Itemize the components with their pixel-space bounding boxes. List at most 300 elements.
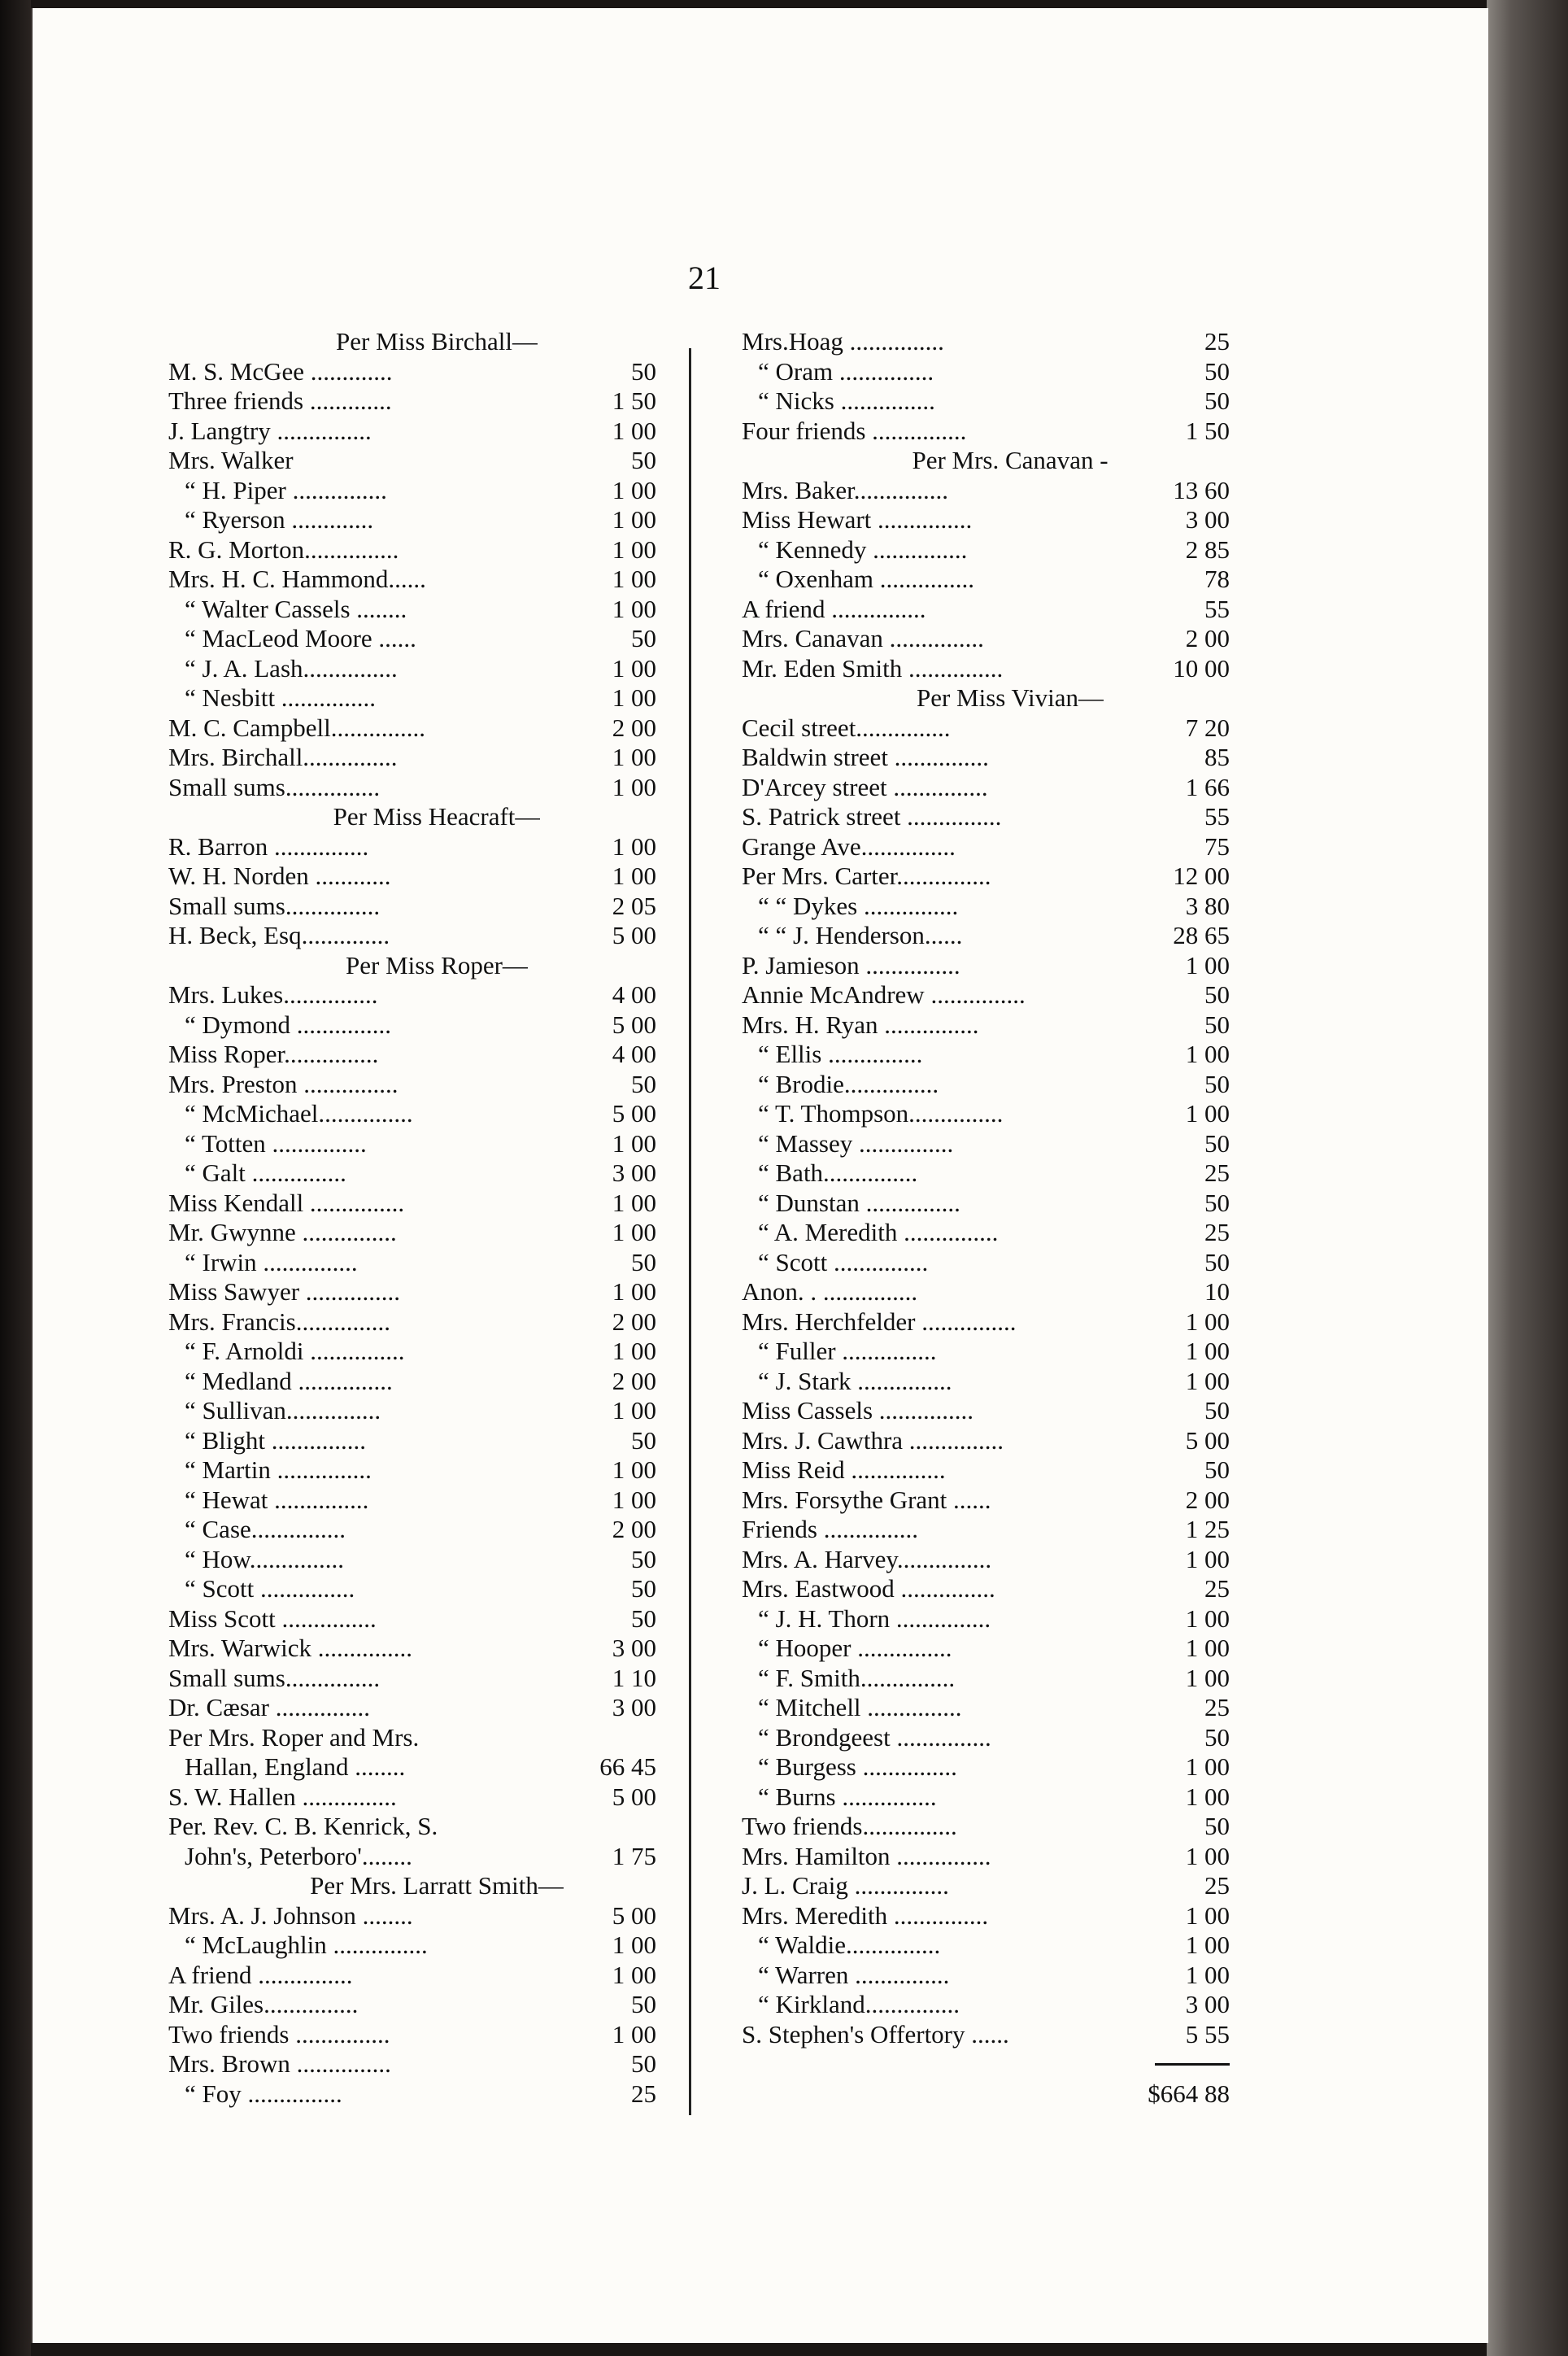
entry-name: “ Burns ............... bbox=[758, 1782, 937, 1811]
entry-name: Friends ............... bbox=[742, 1515, 918, 1543]
ledger-entry bbox=[168, 1782, 656, 1813]
entry-amount: 1 00 bbox=[612, 862, 656, 890]
entry-amount: 1 00 bbox=[1185, 1634, 1230, 1662]
grand-total: $664 88 bbox=[1148, 2079, 1230, 2108]
ledger-entry bbox=[168, 892, 656, 922]
entry-name: Miss Kendall ............... bbox=[168, 1188, 405, 1217]
ledger-entry bbox=[742, 1337, 1230, 1367]
entry-name: “ Foy ............... bbox=[185, 2079, 342, 2108]
entry-name: Mrs. Walker bbox=[168, 446, 294, 474]
entry-amount: 1 00 bbox=[612, 831, 656, 861]
entry-name: “ Brondgeest ............... bbox=[758, 1722, 991, 1752]
entry-amount: 1 00 bbox=[1185, 1544, 1230, 1573]
section-heading bbox=[168, 327, 656, 357]
section-heading-text: Per Miss Birchall— bbox=[336, 327, 538, 356]
entry-name: Mr. Eden Smith ............... bbox=[742, 653, 1004, 683]
ledger-entry bbox=[742, 1901, 1230, 1931]
ledger-entry bbox=[742, 1782, 1230, 1813]
entry-name: Mrs. Forsythe Grant ...... bbox=[742, 1485, 991, 1514]
entry-amount: 3 80 bbox=[1185, 891, 1230, 920]
ledger-entry bbox=[168, 1307, 656, 1337]
ledger-entry bbox=[168, 1367, 656, 1397]
ledger-entry bbox=[168, 476, 656, 506]
entry-name: “ Hewat ............... bbox=[185, 1485, 369, 1514]
entry-name: “ Walter Cassels ........ bbox=[185, 594, 407, 623]
entry-amount: 1 00 bbox=[1185, 1337, 1230, 1365]
entry-amount: 5 00 bbox=[1185, 1425, 1230, 1455]
entry-name: “ J. A. Lash............... bbox=[185, 653, 398, 683]
entry-name: “ Case............... bbox=[185, 1515, 346, 1543]
entry-amount: 1 00 bbox=[1185, 1960, 1230, 1989]
entry-amount: 4 00 bbox=[612, 980, 656, 1009]
entry-amount: 25 bbox=[1204, 327, 1230, 356]
ledger-entry bbox=[742, 1634, 1230, 1664]
ledger-entry bbox=[742, 921, 1230, 951]
entry-amount: 1 00 bbox=[612, 1485, 656, 1514]
entry-amount: 1 00 bbox=[1185, 1366, 1230, 1395]
ledger-entry bbox=[168, 713, 656, 744]
ledger-entry bbox=[168, 862, 656, 892]
entry-amount: 50 bbox=[631, 1069, 656, 1098]
book-spine-shadow bbox=[0, 0, 31, 2356]
entry-amount: 2 00 bbox=[1185, 624, 1230, 652]
entry-name: “ McMichael............... bbox=[185, 1099, 413, 1128]
entry-amount: 50 bbox=[1204, 1247, 1230, 1276]
entry-amount: 1 00 bbox=[612, 772, 656, 801]
ledger-entry bbox=[742, 1961, 1230, 1991]
entry-name: “ Warren ............... bbox=[758, 1960, 950, 1989]
entry-amount: 1 00 bbox=[1185, 1307, 1230, 1336]
column-divider bbox=[689, 348, 691, 2115]
entry-name: Per. Rev. C. B. Kenrick, S. bbox=[168, 1812, 438, 1840]
ledger-entry bbox=[742, 386, 1230, 417]
ledger-entry bbox=[742, 1396, 1230, 1426]
entry-amount: 1 00 bbox=[612, 1277, 656, 1306]
entry-amount: 1 00 bbox=[612, 1931, 656, 1959]
entry-amount: 4 00 bbox=[612, 1040, 656, 1068]
entry-name: Mrs. Birchall............... bbox=[168, 743, 398, 771]
entry-amount: 50 bbox=[631, 1574, 656, 1603]
entry-amount: 1 00 bbox=[1185, 1752, 1230, 1781]
entry-amount: 25 bbox=[1204, 1693, 1230, 1721]
entry-amount: 25 bbox=[1204, 1218, 1230, 1246]
entry-name: “ F. Smith............... bbox=[758, 1663, 956, 1692]
entry-name: “ MacLeod Moore ...... bbox=[185, 624, 416, 652]
ledger-entry bbox=[168, 1515, 656, 1545]
ledger-entry bbox=[168, 980, 656, 1010]
entry-name: Grange Ave............... bbox=[742, 831, 956, 861]
entry-amount: 50 bbox=[1204, 1010, 1230, 1039]
section-heading bbox=[742, 683, 1230, 713]
ledger-entry bbox=[168, 1812, 656, 1842]
ledger-entry bbox=[742, 1545, 1230, 1575]
total-rule bbox=[742, 2049, 1230, 2079]
left-column bbox=[168, 327, 656, 2109]
ledger-entry bbox=[742, 980, 1230, 1010]
entry-amount: 3 00 bbox=[1185, 505, 1230, 534]
entry-name: P. Jamieson ............... bbox=[742, 950, 960, 979]
entry-name: “ Waldie............... bbox=[758, 1931, 941, 1959]
ledger-entry bbox=[168, 1248, 656, 1278]
entry-name: “ J. H. Thorn ............... bbox=[758, 1603, 991, 1633]
ledger-entry bbox=[168, 1752, 656, 1782]
ledger-entry bbox=[168, 2049, 656, 2079]
entry-amount: 2 00 bbox=[612, 1366, 656, 1395]
ledger-entry bbox=[168, 535, 656, 565]
entry-name: Per Mrs. Carter............... bbox=[742, 862, 991, 890]
entry-amount: 1 00 bbox=[612, 1396, 656, 1425]
ledger-entry bbox=[168, 1486, 656, 1516]
entry-name: “ Totten ............... bbox=[185, 1128, 367, 1158]
ledger-entry bbox=[742, 1426, 1230, 1456]
entry-amount: 5 00 bbox=[612, 1782, 656, 1811]
entry-amount: 1 00 bbox=[1185, 1603, 1230, 1633]
ledger-entry bbox=[168, 417, 656, 447]
entry-name: “ Ellis ............... bbox=[758, 1040, 923, 1068]
ledger-entry bbox=[742, 1574, 1230, 1604]
entry-name: Four friends ............... bbox=[742, 416, 967, 445]
ledger-entry bbox=[742, 1277, 1230, 1307]
entry-amount: 3 00 bbox=[612, 1693, 656, 1721]
ledger-entry bbox=[168, 1574, 656, 1604]
entry-name: Mrs. A. Harvey............... bbox=[742, 1544, 992, 1573]
entry-name: “ Burgess ............... bbox=[758, 1752, 957, 1781]
entry-name: “ Brodie............... bbox=[758, 1069, 939, 1098]
entry-amount: 10 bbox=[1204, 1277, 1230, 1306]
entry-name: Three friends ............. bbox=[168, 386, 392, 415]
entry-name: Baldwin street ............... bbox=[742, 743, 989, 771]
entry-name: “ A. Meredith ............... bbox=[758, 1218, 999, 1246]
entry-name: Hallan, England ........ bbox=[185, 1752, 406, 1781]
ledger-entry bbox=[168, 2079, 656, 2109]
entry-amount: 50 bbox=[631, 356, 656, 386]
entry-amount: 3 00 bbox=[612, 1158, 656, 1187]
entry-name: J. L. Craig ............... bbox=[742, 1871, 949, 1900]
ledger-entry bbox=[168, 743, 656, 773]
entry-amount: 3 00 bbox=[612, 1634, 656, 1662]
entry-amount: 50 bbox=[1204, 356, 1230, 386]
entry-amount: 1 00 bbox=[612, 1188, 656, 1217]
entry-name: W. H. Norden ............ bbox=[168, 862, 391, 890]
entry-name: “ “ Dykes ............... bbox=[758, 891, 959, 920]
entry-amount: 50 bbox=[1204, 1722, 1230, 1752]
entry-amount: 1 00 bbox=[1185, 1040, 1230, 1068]
ledger-entry bbox=[168, 1990, 656, 2020]
ledger-entry bbox=[742, 1871, 1230, 1901]
entry-amount: 13 60 bbox=[1173, 475, 1230, 504]
entry-amount: 2 00 bbox=[612, 713, 656, 742]
ledger-entry bbox=[742, 862, 1230, 892]
entry-name: Miss Reid ............... bbox=[742, 1455, 946, 1484]
entry-name: “ Massey ............... bbox=[758, 1128, 954, 1158]
entry-name: Mrs. A. J. Johnson ........ bbox=[168, 1900, 413, 1930]
entry-name: Mrs. H. Ryan ............... bbox=[742, 1010, 979, 1039]
ledger-entry bbox=[168, 1842, 656, 1872]
ledger-entry bbox=[742, 1455, 1230, 1486]
section-heading bbox=[168, 802, 656, 832]
entry-amount: 50 bbox=[1204, 1188, 1230, 1217]
ledger-entry bbox=[742, 357, 1230, 387]
ledger-entry bbox=[742, 1307, 1230, 1337]
ledger-entry bbox=[168, 357, 656, 387]
entry-name: Mr. Gwynne ............... bbox=[168, 1218, 397, 1246]
entry-amount: 50 bbox=[631, 624, 656, 652]
entry-name: “ F. Arnoldi ............... bbox=[185, 1337, 405, 1365]
entry-name: “ McLaughlin ............... bbox=[185, 1931, 428, 1959]
ledger-entry bbox=[168, 1218, 656, 1248]
entry-name: Mrs. Warwick ............... bbox=[168, 1634, 413, 1662]
entry-amount: 1 00 bbox=[612, 1960, 656, 1989]
entry-amount: 1 00 bbox=[612, 683, 656, 712]
entry-name: Small sums............... bbox=[168, 772, 381, 801]
entry-name: “ Sullivan............... bbox=[185, 1396, 381, 1425]
entry-name: “ T. Thompson............... bbox=[758, 1099, 1004, 1128]
entry-name: “ Scott ............... bbox=[758, 1247, 929, 1276]
entry-amount: 85 bbox=[1204, 743, 1230, 771]
ledger-entry bbox=[742, 595, 1230, 625]
entry-amount: 25 bbox=[631, 2079, 656, 2108]
ledger-entry bbox=[742, 1604, 1230, 1634]
entry-amount: 7 20 bbox=[1185, 713, 1230, 742]
section-heading bbox=[742, 446, 1230, 476]
ledger-entry bbox=[742, 832, 1230, 862]
entry-amount: 5 00 bbox=[612, 1010, 656, 1039]
ledger-entry bbox=[168, 386, 656, 417]
ledger-entry bbox=[168, 624, 656, 654]
entry-name: Two friends ............... bbox=[168, 2019, 390, 2048]
ledger-entry bbox=[742, 1515, 1230, 1545]
entry-amount: 1 00 bbox=[612, 1455, 656, 1484]
entry-name: “ H. Piper ............... bbox=[185, 475, 387, 504]
ledger-entry bbox=[168, 2020, 656, 2050]
ledger-entry bbox=[742, 802, 1230, 832]
entry-name: Anon. . ............... bbox=[742, 1277, 918, 1306]
entry-amount: 28 65 bbox=[1173, 921, 1230, 949]
entry-amount: 2 00 bbox=[612, 1515, 656, 1543]
ledger-entry bbox=[168, 921, 656, 951]
ledger-entry bbox=[168, 1723, 656, 1753]
entry-amount: 5 00 bbox=[612, 1099, 656, 1128]
entry-amount: 1 75 bbox=[612, 1841, 656, 1870]
entry-name: S. W. Hallen ............... bbox=[168, 1782, 397, 1811]
ledger-entry bbox=[168, 1129, 656, 1159]
entry-name: “ Oram ............... bbox=[758, 356, 934, 386]
ledger-entry bbox=[168, 1545, 656, 1575]
ledger-entry bbox=[168, 1099, 656, 1129]
ledger-entry bbox=[168, 1158, 656, 1189]
section-heading bbox=[168, 951, 656, 981]
section-heading bbox=[168, 1871, 656, 1901]
entry-amount: 50 bbox=[1204, 386, 1230, 415]
ledger-entry bbox=[168, 595, 656, 625]
ledger-entry bbox=[168, 683, 656, 713]
section-heading-text: Per Miss Roper— bbox=[346, 950, 528, 979]
entry-name: S. Patrick street ............... bbox=[742, 802, 1002, 831]
entry-amount: 50 bbox=[1204, 980, 1230, 1009]
entry-amount: 75 bbox=[1204, 831, 1230, 861]
entry-name: “ Fuller ............... bbox=[758, 1337, 937, 1365]
entry-name: “ J. Stark ............... bbox=[758, 1366, 952, 1395]
entry-amount: 1 00 bbox=[1185, 1663, 1230, 1692]
entry-amount: 50 bbox=[1204, 1128, 1230, 1158]
entry-amount: 2 00 bbox=[1185, 1485, 1230, 1514]
entry-amount: 12 00 bbox=[1173, 862, 1230, 890]
entry-amount: 50 bbox=[1204, 1455, 1230, 1484]
entry-name: Mrs. Herchfelder ............... bbox=[742, 1307, 1017, 1336]
entry-name: “ Ryerson ............. bbox=[185, 505, 374, 534]
ledger-entry bbox=[742, 565, 1230, 595]
ledger-entry bbox=[742, 1010, 1230, 1041]
ledger-entry bbox=[742, 1664, 1230, 1694]
entry-amount: 1 00 bbox=[612, 565, 656, 593]
ledger-entry bbox=[742, 1723, 1230, 1753]
entry-amount: 2 00 bbox=[612, 1307, 656, 1336]
entry-name: Mrs. Eastwood ............... bbox=[742, 1574, 995, 1603]
ledger-entry bbox=[742, 1070, 1230, 1100]
entry-name: “ Martin ............... bbox=[185, 1455, 372, 1484]
entry-amount: 10 00 bbox=[1173, 653, 1230, 683]
entry-amount: 55 bbox=[1204, 594, 1230, 623]
entry-amount: 1 00 bbox=[1185, 950, 1230, 979]
entry-amount: 1 00 bbox=[612, 1128, 656, 1158]
ledger-entry bbox=[742, 713, 1230, 744]
section-heading-text: Per Miss Heacraft— bbox=[333, 802, 541, 831]
entry-amount: 1 10 bbox=[612, 1663, 656, 1692]
entry-amount: 1 00 bbox=[612, 505, 656, 534]
entry-amount: 50 bbox=[631, 1247, 656, 1276]
section-heading-text: Per Mrs. Larratt Smith— bbox=[310, 1871, 564, 1900]
entry-name: Mrs. Hamilton ............... bbox=[742, 1841, 991, 1870]
entry-name: “ Galt ............... bbox=[185, 1158, 346, 1187]
entry-amount: 2 05 bbox=[612, 891, 656, 920]
ledger-entry bbox=[742, 1218, 1230, 1248]
entry-name: “ Irwin ............... bbox=[185, 1247, 358, 1276]
ledger-entry bbox=[168, 1396, 656, 1426]
entry-name: J. Langtry ............... bbox=[168, 416, 372, 445]
entry-name: Dr. Cæsar ............... bbox=[168, 1693, 370, 1721]
entry-amount: 50 bbox=[631, 1425, 656, 1455]
ledger-entry bbox=[168, 1189, 656, 1219]
entry-name: A friend ............... bbox=[742, 594, 926, 623]
entry-amount: 1 66 bbox=[1185, 772, 1230, 801]
ledger-entry bbox=[742, 1931, 1230, 1961]
ledger-entry bbox=[168, 1931, 656, 1961]
entry-name: M. C. Campbell............... bbox=[168, 713, 426, 742]
entry-name: Mrs. Canavan ............... bbox=[742, 624, 984, 652]
ledger-entry bbox=[742, 773, 1230, 803]
entry-name: H. Beck, Esq.............. bbox=[168, 921, 390, 949]
entry-amount: 5 55 bbox=[1185, 2019, 1230, 2048]
entry-name: “ Nicks ............... bbox=[758, 386, 935, 415]
entry-name: Miss Roper............... bbox=[168, 1040, 379, 1068]
entry-name: “ Kennedy ............... bbox=[758, 534, 968, 564]
entry-name: “ Scott ............... bbox=[185, 1574, 355, 1603]
entry-amount: 1 00 bbox=[612, 594, 656, 623]
ledger-entry bbox=[168, 1277, 656, 1307]
entry-amount: 50 bbox=[631, 2049, 656, 2078]
entry-amount: 3 00 bbox=[1185, 1990, 1230, 2018]
ledger-entry bbox=[168, 832, 656, 862]
ledger-entry bbox=[742, 1990, 1230, 2020]
entry-amount: 1 00 bbox=[1185, 1931, 1230, 1959]
entry-name: Cecil street............... bbox=[742, 713, 951, 742]
entry-name: “ Medland ............... bbox=[185, 1366, 393, 1395]
ledger-entry bbox=[168, 1426, 656, 1456]
entry-name: A friend ............... bbox=[168, 1960, 353, 1989]
entry-amount: 78 bbox=[1204, 565, 1230, 593]
entry-amount: 50 bbox=[631, 1990, 656, 2018]
ledger-entry bbox=[168, 1693, 656, 1723]
entry-amount: 5 00 bbox=[612, 1900, 656, 1930]
entry-name: Mrs. H. C. Hammond...... bbox=[168, 565, 426, 593]
entry-name: “ Bath............... bbox=[758, 1158, 918, 1187]
ledger-entry bbox=[742, 1158, 1230, 1189]
entry-name: Mrs. Lukes............... bbox=[168, 980, 378, 1009]
entry-amount: 1 00 bbox=[612, 743, 656, 771]
ledger-entry bbox=[742, 476, 1230, 506]
ledger-entry bbox=[168, 1010, 656, 1041]
entry-amount: 50 bbox=[1204, 1396, 1230, 1425]
entry-name: “ “ J. Henderson...... bbox=[758, 921, 963, 949]
entry-amount: 5 00 bbox=[612, 921, 656, 949]
entry-name: “ Hooper ............... bbox=[758, 1634, 952, 1662]
entry-amount: 25 bbox=[1204, 1871, 1230, 1900]
ledger-entry bbox=[742, 1486, 1230, 1516]
ledger-entry bbox=[742, 743, 1230, 773]
entry-name: Mrs. Preston ............... bbox=[168, 1069, 399, 1098]
entry-name: Mrs. Baker............... bbox=[742, 475, 949, 504]
entry-amount: 66 45 bbox=[599, 1752, 656, 1781]
entry-amount: 1 00 bbox=[1185, 1782, 1230, 1811]
ledger-entry bbox=[168, 1901, 656, 1931]
ledger-entry bbox=[168, 1040, 656, 1070]
entry-name: “ Oxenham ............... bbox=[758, 565, 975, 593]
entry-name: D'Arcey street ............... bbox=[742, 772, 988, 801]
ledger-entry bbox=[168, 565, 656, 595]
ledger-entry bbox=[742, 1248, 1230, 1278]
entry-amount: 1 00 bbox=[612, 1337, 656, 1365]
entry-name: Mr. Giles............... bbox=[168, 1990, 359, 2018]
ledger-entry bbox=[168, 446, 656, 476]
ledger-entry bbox=[168, 1961, 656, 1991]
ledger-entry bbox=[742, 624, 1230, 654]
entry-name: Mrs. Meredith ............... bbox=[742, 1900, 989, 1930]
entry-amount: 50 bbox=[1204, 1069, 1230, 1098]
entry-name: Mrs.Hoag ............... bbox=[742, 327, 944, 356]
page-edge-shadow bbox=[1487, 0, 1568, 2356]
ledger-entry bbox=[742, 1842, 1230, 1872]
section-heading-text: Per Miss Vivian— bbox=[916, 683, 1104, 712]
entry-name: “ Kirkland............... bbox=[758, 1990, 960, 2018]
entry-amount: 1 00 bbox=[1185, 1841, 1230, 1870]
ledger-entry bbox=[742, 654, 1230, 684]
entry-amount: 1 50 bbox=[1185, 416, 1230, 445]
right-column bbox=[742, 327, 1230, 2112]
entry-amount: 1 00 bbox=[612, 475, 656, 504]
entry-amount: 1 00 bbox=[612, 653, 656, 683]
entry-amount: 50 bbox=[631, 1544, 656, 1573]
entry-name: “ How............... bbox=[185, 1544, 345, 1573]
entry-amount: 50 bbox=[1204, 1812, 1230, 1840]
entry-amount: 50 bbox=[631, 1603, 656, 1633]
entry-amount: 1 00 bbox=[1185, 1900, 1230, 1930]
entry-name: “ Blight ............... bbox=[185, 1425, 367, 1455]
entry-name: Mrs. Brown ............... bbox=[168, 2049, 391, 2078]
entry-name: Mrs. J. Cawthra ............... bbox=[742, 1425, 1004, 1455]
entry-name: Small sums............... bbox=[168, 1663, 381, 1692]
entry-name: “ Mitchell ............... bbox=[758, 1693, 962, 1721]
entry-amount: 1 00 bbox=[612, 416, 656, 445]
